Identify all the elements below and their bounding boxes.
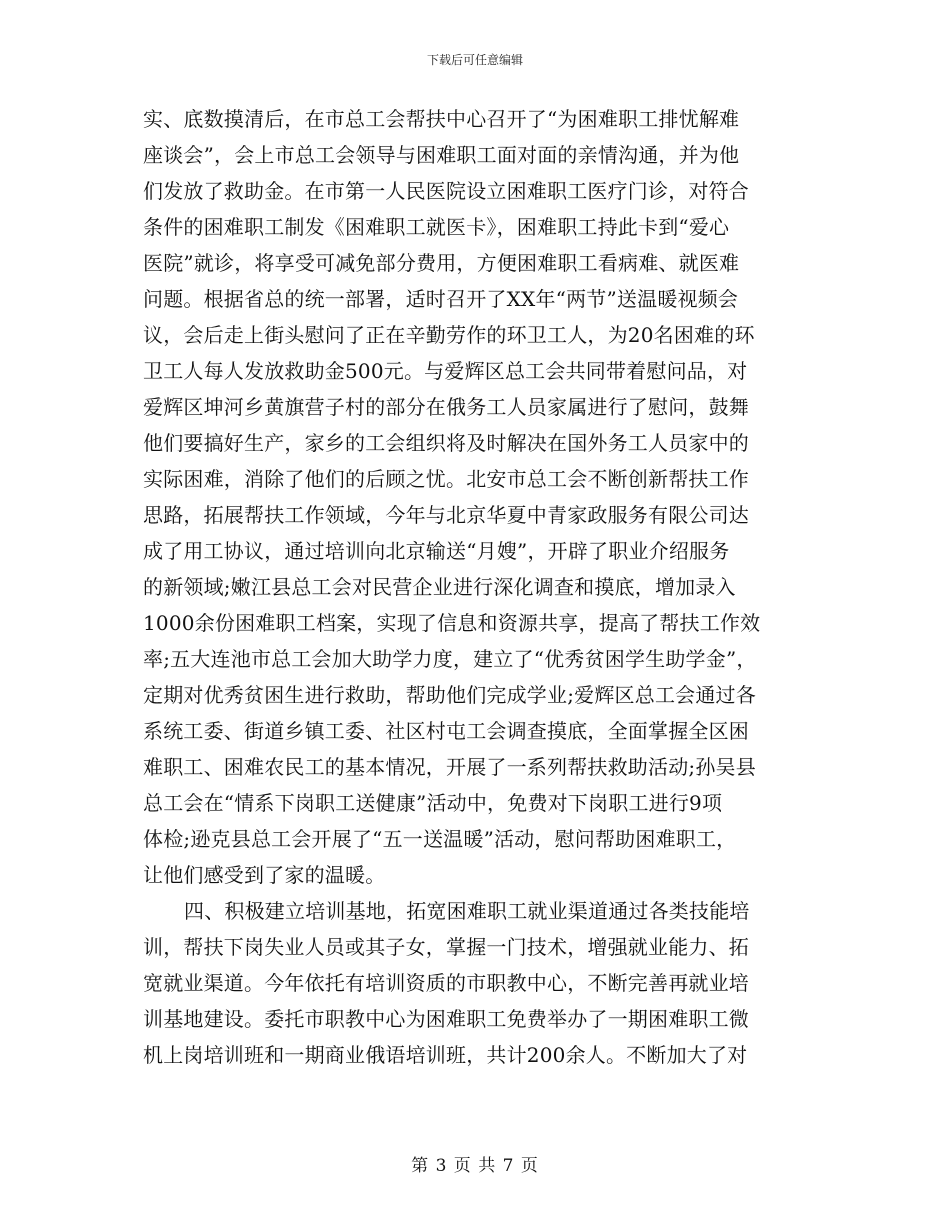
text-line: 训基地建设。委托市职教中心为困难职工免费举办了一期困难职工微 bbox=[143, 1007, 749, 1031]
text-line: 实、底数摸清后，在市总工会帮扶中心召开了“为困难职工排忧解难 bbox=[143, 107, 740, 131]
text-line: 1000余份困难职工档案，实现了信息和资源共享，提高了帮扶工作效 bbox=[143, 611, 761, 635]
text-line: 们发放了救助金。在市第一人民医院设立困难职工医疗门诊，对符合 bbox=[143, 179, 749, 203]
section-heading-line: 四、积极建立培训基地，拓宽困难职工就业渠道通过各类技能培 bbox=[184, 899, 750, 923]
text-line: 难职工、困难农民工的基本情况，开展了一系列帮扶救助活动;孙吴县 bbox=[143, 755, 756, 779]
text-line: 问题。根据省总的统一部署，适时召开了XX年“两节”送温暖视频会 bbox=[143, 287, 739, 311]
text-line: 爱辉区坤河乡黄旗营子村的部分在俄务工人员家属进行了慰问，鼓舞 bbox=[143, 395, 749, 419]
text-line: 训，帮扶下岗失业人员或其子女，掌握一门技术，增强就业能力、拓 bbox=[143, 935, 749, 959]
page-header-note: 下载后可任意编辑 bbox=[426, 53, 523, 67]
text-line: 宽就业渠道。今年依托有培训资质的市职教中心，不断完善再就业培 bbox=[143, 971, 749, 995]
text-line: 实际困难，消除了他们的后顾之忧。北安市总工会不断创新帮扶工作 bbox=[143, 467, 749, 491]
text-line: 议，会后走上街头慰问了正在辛勤劳作的环卫工人，为20名困难的环 bbox=[143, 323, 755, 347]
text-line: 让他们感受到了家的温暖。 bbox=[143, 863, 386, 887]
text-line: 体检;逊克县总工会开展了“五一送温暖”活动，慰问帮助困难职工， bbox=[143, 827, 737, 851]
text-line: 率;五大连池市总工会加大助学力度，建立了“优秀贫困学生助学金”， bbox=[143, 647, 757, 671]
text-line: 系统工委、街道乡镇工委、社区村屯工会调查摸底，全面掌握全区困 bbox=[143, 719, 749, 743]
text-line: 的新领域;嫩江县总工会对民营企业进行深化调查和摸底，增加录入 bbox=[143, 575, 736, 599]
text-line: 思路，拓展帮扶工作领域，今年与北京华夏中青家政服务有限公司达 bbox=[143, 503, 749, 527]
text-line: 总工会在“情系下岗职工送健康”活动中，免费对下岗职工进行9项 bbox=[143, 791, 723, 815]
text-line: 他们要搞好生产，家乡的工会组织将及时解决在国外务工人员家中的 bbox=[143, 431, 749, 455]
text-line: 机上岗培训班和一期商业俄语培训班，共计200余人。不断加大了对 bbox=[143, 1043, 748, 1067]
text-line: 座谈会”，会上市总工会领导与困难职工面对面的亲情沟通，并为他 bbox=[143, 143, 740, 167]
page-number: 第 3 页 共 7 页 bbox=[411, 1156, 539, 1176]
text-line: 卫工人每人发放救助金500元。与爱辉区总工会共同带着慰问品，对 bbox=[143, 359, 748, 383]
text-line: 成了用工协议，通过培训向北京输送“月嫂”，开辟了职业介绍服务 bbox=[143, 539, 730, 563]
text-line: 定期对优秀贫困生进行救助，帮助他们完成学业;爱辉区总工会通过各 bbox=[143, 683, 756, 707]
text-line: 医院”就诊，将享受可减免部分费用，方便困难职工看病难、就医难 bbox=[143, 251, 740, 275]
text-line: 条件的困难职工制发《困难职工就医卡》，困难职工持此卡到“爱心 bbox=[143, 215, 730, 239]
